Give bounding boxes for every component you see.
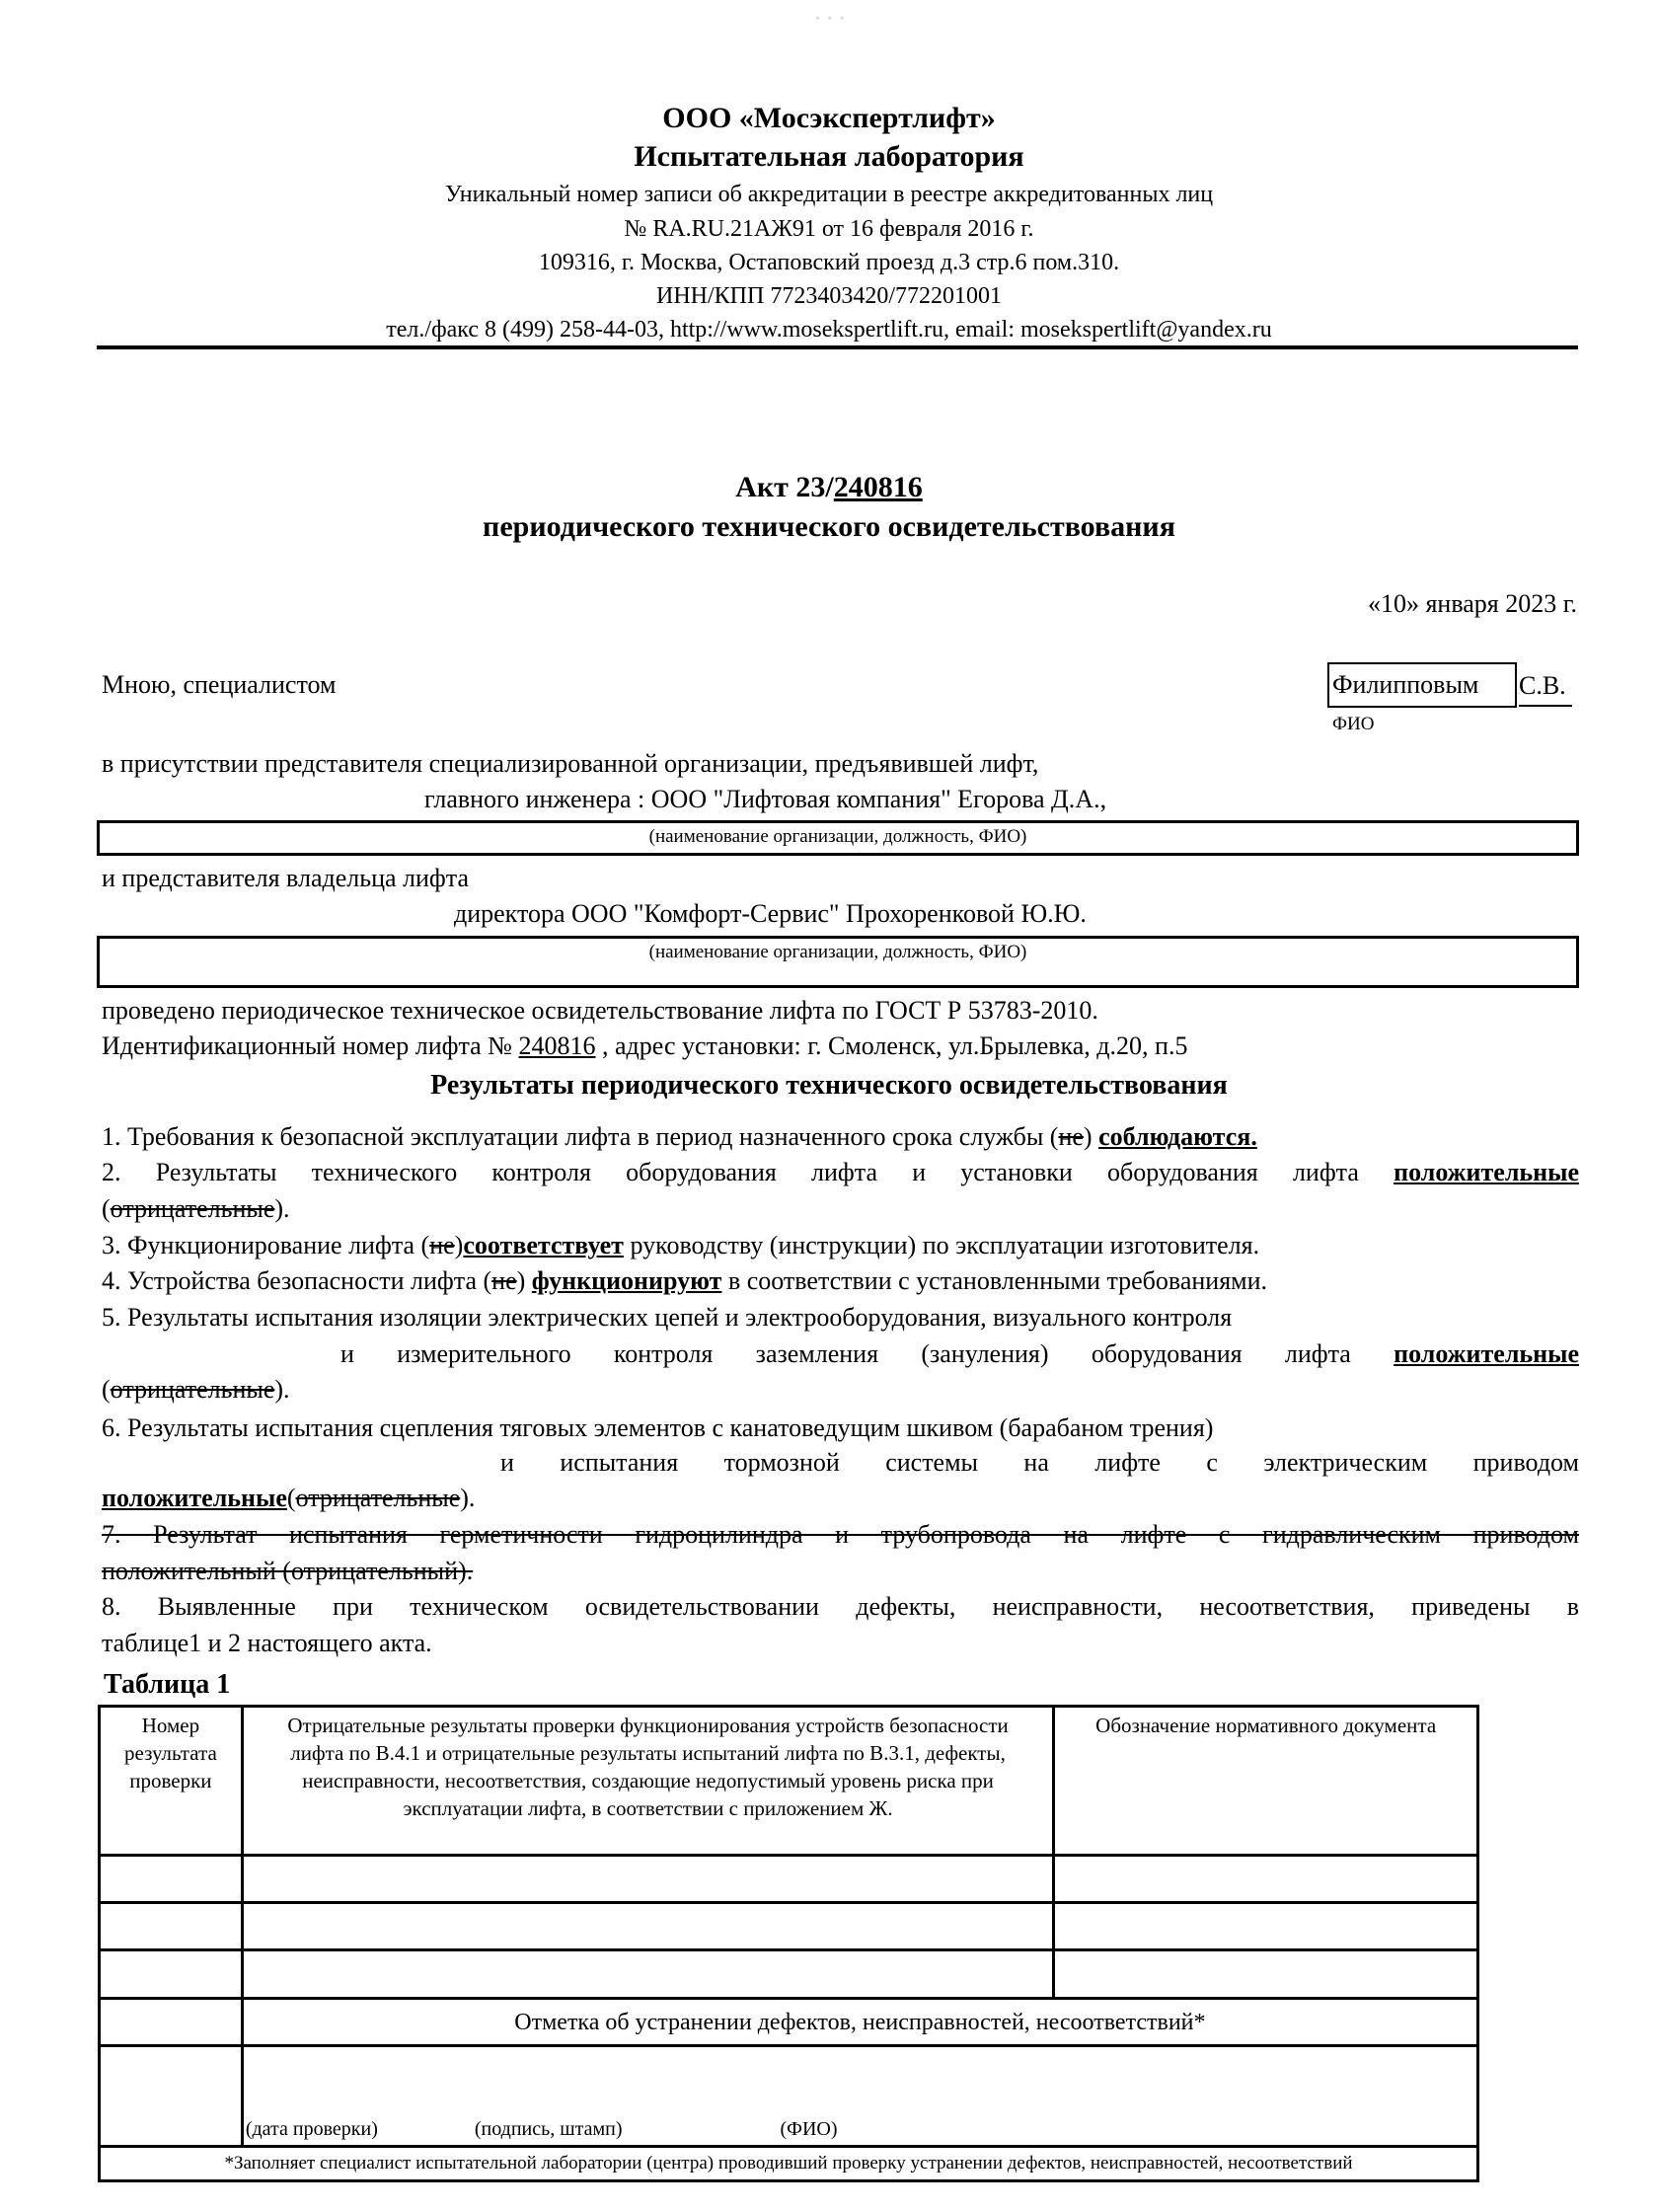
table-cell[interactable] bbox=[100, 1950, 243, 1999]
item-text: в соответствии с установленными требованиями. bbox=[721, 1266, 1268, 1295]
footnote-row bbox=[100, 2147, 1478, 2181]
specialist-surname: Филипповым bbox=[1332, 670, 1479, 699]
by-specialist-label: Мною, специалистом bbox=[102, 670, 337, 699]
result-item-5: 5. Результаты испытания изоляции электрических цепей и электрооборудования, визуального контроля bbox=[102, 1303, 1233, 1332]
item-text: и измерительного контроля заземления (зануления) оборудования лифта bbox=[340, 1339, 1394, 1368]
table-1-title: Таблица 1 bbox=[104, 1669, 231, 1700]
selected-option: функционируют bbox=[531, 1266, 722, 1295]
fio-caption: (ФИО) bbox=[780, 2118, 838, 2140]
result-item-2 bbox=[102, 1155, 1579, 1190]
col-header-number: Номер результата проверки bbox=[100, 1707, 243, 1856]
table-row bbox=[100, 1856, 1478, 1903]
result-item-7: 7. Результат испытания герметичности гидроцилиндра и трубопровода на лифте с гидравлическим приводом bbox=[102, 1520, 1579, 1549]
table-header-row bbox=[100, 1707, 1478, 1856]
lab-address: 109316, г. Москва, Остаповский проезд д.3 стр.6 пом.310. bbox=[538, 250, 1120, 275]
lift-id-prefix: Идентификационный номер лифта № bbox=[102, 1031, 519, 1060]
result-item-3 bbox=[102, 1228, 1259, 1263]
selected-option: положительные bbox=[102, 1484, 287, 1512]
table-cell[interactable] bbox=[100, 1856, 243, 1903]
table-cell[interactable] bbox=[1054, 1856, 1478, 1903]
item-text: руководству (инструкции) по эксплуатации изготовителя. bbox=[623, 1231, 1260, 1259]
result-item-5-cont bbox=[340, 1336, 1579, 1372]
defects-table bbox=[98, 1705, 1479, 2182]
struck-option: не bbox=[491, 1266, 517, 1295]
item-text: ) bbox=[454, 1231, 464, 1259]
result-item-6: 6. Результаты испытания сцепления тяговых элементов с канатоведущим шкивом (барабаном трения) bbox=[102, 1413, 1214, 1442]
item-text: 2. Результаты технического контроля оборудования лифта и установки оборудования лифта bbox=[102, 1158, 1394, 1186]
result-item-1 bbox=[102, 1119, 1257, 1155]
result-item-6-cont: и испытания тормозной системы на лифте с электрическим приводом bbox=[500, 1448, 1579, 1477]
contacts: тел./факс 8 (499) 258-44-03, http://www.mosekspertlift.ru, email: mosekspertlift@yandex.ru bbox=[386, 317, 1272, 343]
table-cell[interactable] bbox=[1054, 1903, 1478, 1950]
item-text: ) bbox=[516, 1266, 532, 1295]
selected-option: положительные bbox=[1394, 1339, 1579, 1368]
table-cell[interactable] bbox=[242, 1856, 1054, 1903]
header-divider bbox=[97, 345, 1578, 349]
owner-caption: (наименование организации, должность, ФИО) bbox=[648, 942, 1027, 962]
col-header-document: Обозначение нормативного документа bbox=[1054, 1707, 1478, 1856]
struck-option: отрицательные bbox=[110, 1194, 275, 1223]
conducted-line: проведено периодическое техническое освидетельствование лифта по ГОСТ Р 53783-2010. bbox=[102, 996, 1098, 1025]
fix-heading: Отметка об устранении дефектов, неисправностей, несоответствий* bbox=[242, 1999, 1477, 2046]
item-text: 4. Устройства безопасности лифта ( bbox=[102, 1266, 492, 1295]
lift-id-number: 240816 bbox=[518, 1031, 596, 1060]
date-caption: (дата проверки) bbox=[245, 2118, 378, 2140]
result-item-5-alt: (отрицательные). bbox=[102, 1375, 290, 1404]
act-subtitle: периодического технического освидетельствования bbox=[483, 510, 1175, 543]
lab-name: Испытательная лаборатория bbox=[634, 140, 1024, 173]
result-item-2-alt: (отрицательные). bbox=[102, 1194, 290, 1223]
col-header-results: Отрицательные результаты проверки функционирования устройств безопасности лифта по В.4.1 и отрицательные результаты испытаний лифта по В.3.1, дефекты, неисправности, несоответствия, создающие недопустимый уровень риска при эксплуатации лифта, в соответствии с приложением Ж. bbox=[242, 1707, 1054, 1856]
act-date: «10» января 2023 г. bbox=[1367, 589, 1577, 618]
lift-id-line bbox=[102, 1029, 1187, 1064]
footnote: *Заполняет специалист испытательной лаборатории (центра) проводивший проверку устранении дефектов, неисправностей, несоответствий bbox=[100, 2147, 1478, 2181]
item-text: ) bbox=[1083, 1122, 1099, 1151]
struck-option: не bbox=[429, 1231, 455, 1259]
act-title bbox=[0, 470, 1658, 505]
inn-kpp: ИНН/КПП 7723403420/772201001 bbox=[655, 283, 1002, 309]
act-number: 240816 bbox=[833, 471, 923, 503]
act-title-prefix: Акт 23/ bbox=[735, 471, 834, 503]
result-item-7-cont: положительный (отрицательный). bbox=[102, 1557, 474, 1585]
table-cell[interactable] bbox=[242, 1903, 1054, 1950]
accreditation-line-2: № RA.RU.21АЖ91 от 16 февраля 2016 г. bbox=[624, 216, 1034, 242]
org-caption: (наименование организации, должность, ФИО) bbox=[648, 826, 1027, 847]
item-text: 3. Функционирование лифта ( bbox=[102, 1231, 430, 1259]
fio-label: ФИО bbox=[1332, 714, 1375, 734]
drag-handle-icon: • • • bbox=[815, 12, 847, 27]
org-representative: главного инженера : ООО "Лифтовая компания" Егорова Д.А., bbox=[424, 785, 1107, 813]
fix-sign-row bbox=[100, 2046, 1478, 2147]
lift-address: , адрес установки: г. Смоленск, ул.Брылевка, д.20, п.5 bbox=[595, 1031, 1188, 1060]
table-cell[interactable] bbox=[242, 1950, 1054, 1999]
result-item-4 bbox=[102, 1263, 1267, 1299]
item-text: 1. Требования к безопасной эксплуатации лифта в период назначенного срока службы ( bbox=[102, 1122, 1059, 1151]
owner-line: и представителя владельца лифта bbox=[102, 864, 469, 892]
selected-option: соответствует bbox=[463, 1231, 624, 1259]
selected-option: положительные bbox=[1394, 1158, 1579, 1186]
result-item-6-value: положительные(отрицательные). bbox=[102, 1484, 476, 1512]
selected-option: соблюдаются. bbox=[1098, 1122, 1257, 1151]
table-cell[interactable] bbox=[1054, 1950, 1478, 1999]
result-item-8-cont: таблице1 и 2 настоящего акта. bbox=[102, 1629, 432, 1657]
results-heading: Результаты периодического технического освидетельствования bbox=[430, 1070, 1228, 1101]
owner-representative: директора ООО "Комфорт-Сервис" Прохоренковой Ю.Ю. bbox=[454, 899, 1087, 928]
specialist-initials: С.В. bbox=[1519, 667, 1572, 707]
presence-line: в присутствии представителя специализированной организации, предъявившей лифт, bbox=[102, 749, 1039, 778]
result-item-8: 8. Выявленные при техническом освидетельствовании дефекты, неисправности, несоответствия, приведены в bbox=[102, 1592, 1579, 1621]
struck-option: отрицательные bbox=[110, 1375, 275, 1404]
fix-heading-row bbox=[100, 1999, 1478, 2046]
struck-option: не bbox=[1058, 1122, 1084, 1151]
table-row bbox=[100, 1950, 1478, 1999]
table-cell[interactable] bbox=[100, 2046, 243, 2147]
company-name: ООО «Мосэкспертлифт» bbox=[662, 102, 996, 134]
struck-option: отрицательные bbox=[295, 1484, 461, 1512]
sign-caption: (подпись, штамп) bbox=[474, 2118, 623, 2140]
accreditation-line-1: Уникальный номер записи об аккредитации в реестре аккредитованных лиц bbox=[444, 182, 1214, 207]
table-cell bbox=[100, 1999, 243, 2046]
table-cell[interactable] bbox=[100, 1903, 243, 1950]
table-row bbox=[100, 1903, 1478, 1950]
fix-sign-cell[interactable] bbox=[242, 2046, 1477, 2147]
